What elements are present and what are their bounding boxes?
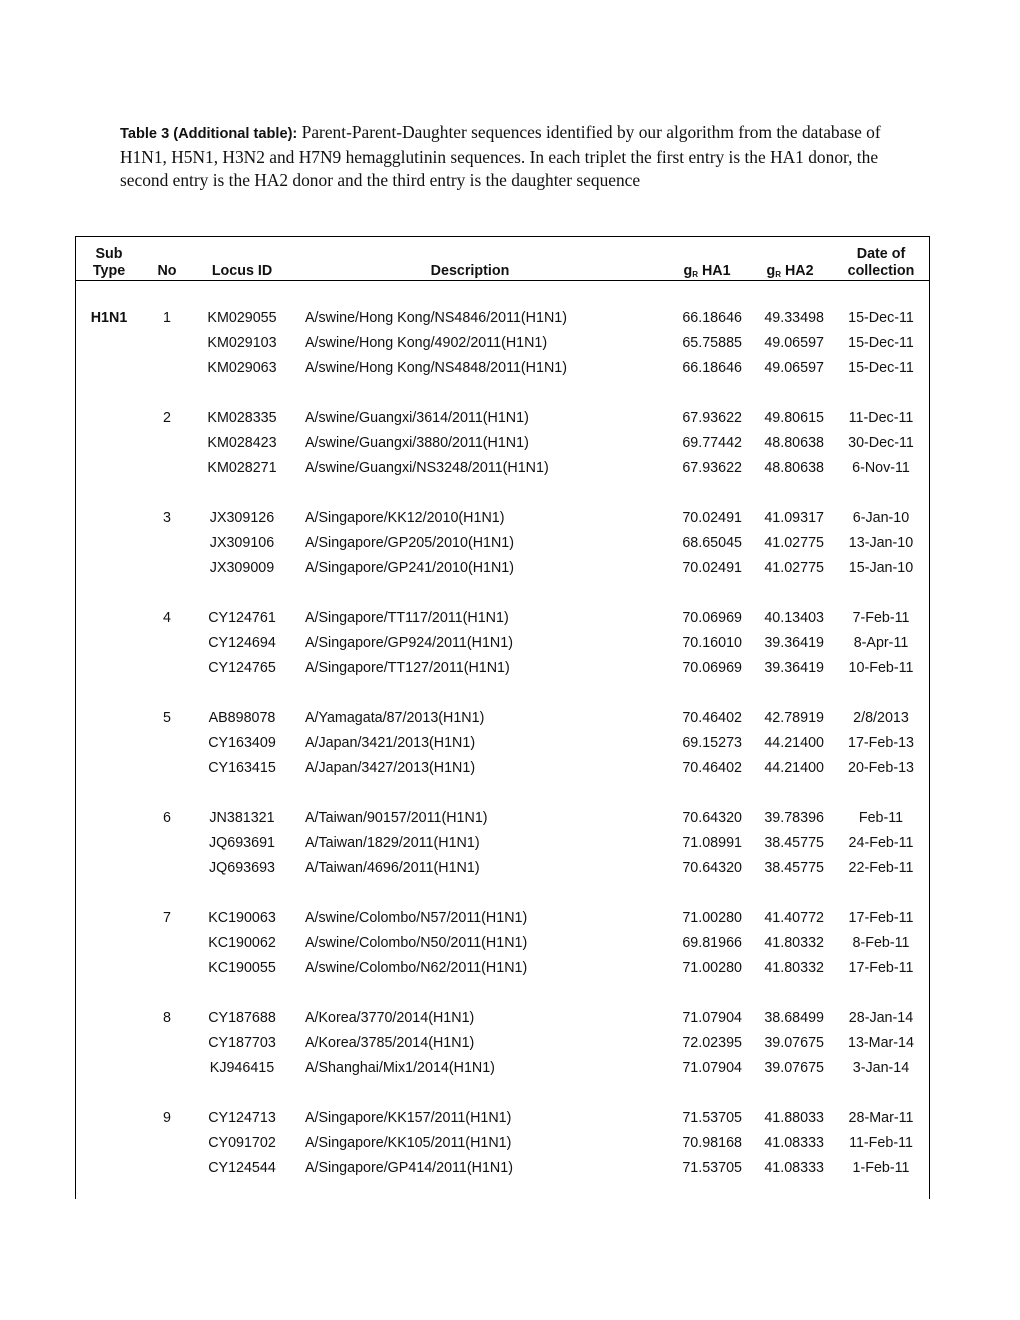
gr-ha2-cell: 41.88033 <box>764 1110 824 1126</box>
locus-id-cell: CY124761 <box>208 610 276 626</box>
description-cell: A/swine/Colombo/N57/2011(H1N1) <box>305 910 528 926</box>
locus-id-cell: CY163415 <box>208 760 276 776</box>
description-cell: A/swine/Hong Kong/4902/2011(H1N1) <box>305 335 548 351</box>
table-left-border <box>75 236 76 1199</box>
gr-ha1-cell: 71.08991 <box>682 835 742 851</box>
group-number: 4 <box>163 610 171 626</box>
gr-ha1-cell: 69.77442 <box>682 435 742 451</box>
group-number: 7 <box>163 910 171 926</box>
description-cell: A/swine/Hong Kong/NS4846/2011(H1N1) <box>305 310 567 326</box>
description-cell: A/Yamagata/87/2013(H1N1) <box>305 710 485 726</box>
header-gr-ha1-prefix: g <box>683 263 693 279</box>
gr-ha2-cell: 41.08333 <box>764 1135 824 1151</box>
gr-ha2-cell: 39.07675 <box>764 1035 824 1051</box>
header-gr-ha2-subscript: R <box>775 270 781 279</box>
date-cell: 15-Dec-11 <box>848 335 914 351</box>
description-cell: A/Japan/3421/2013(H1N1) <box>305 735 476 751</box>
header-gr-ha1-suffix: HA1 <box>697 263 731 279</box>
gr-ha1-cell: 71.53705 <box>682 1160 742 1176</box>
table-caption <box>120 121 910 192</box>
gr-ha1-cell: 71.07904 <box>682 1060 742 1076</box>
description-cell: A/Singapore/GP924/2011(H1N1) <box>305 635 513 651</box>
date-cell: 8-Apr-11 <box>853 635 909 651</box>
gr-ha2-cell: 41.09317 <box>764 510 824 526</box>
gr-ha1-cell: 71.00280 <box>682 910 742 926</box>
gr-ha1-cell: 70.02491 <box>682 560 742 576</box>
locus-id-cell: JQ693691 <box>209 835 275 851</box>
date-cell: 17-Feb-11 <box>848 960 914 976</box>
header-gr-ha2-prefix: g <box>766 263 776 279</box>
date-cell: 11-Feb-11 <box>849 1135 913 1151</box>
gr-ha1-cell: 70.64320 <box>682 810 742 826</box>
gr-ha2-cell: 39.36419 <box>764 635 824 651</box>
gr-ha2-cell: 42.78919 <box>764 710 824 726</box>
header-date-line1: Date of <box>856 246 906 262</box>
gr-ha2-cell: 39.36419 <box>764 660 824 676</box>
caption-lead: Table 3 (Additional table): <box>120 126 298 142</box>
locus-id-cell: CY187703 <box>208 1035 276 1051</box>
locus-id-cell: KC190063 <box>208 910 276 926</box>
locus-id-cell: KM028423 <box>207 435 277 451</box>
gr-ha2-cell: 38.45775 <box>764 860 824 876</box>
gr-ha2-cell: 41.02775 <box>764 535 824 551</box>
description-cell: A/Singapore/TT117/2011(H1N1) <box>305 610 509 626</box>
date-cell: 22-Feb-11 <box>848 860 914 876</box>
description-cell: A/Korea/3770/2014(H1N1) <box>305 1010 475 1026</box>
gr-ha2-cell: 44.21400 <box>764 760 824 776</box>
gr-ha2-cell: 49.06597 <box>764 335 824 351</box>
date-cell: 15-Dec-11 <box>848 360 914 376</box>
gr-ha1-cell: 67.93622 <box>682 460 742 476</box>
gr-ha1-cell: 70.06969 <box>682 610 742 626</box>
date-cell: 7-Feb-11 <box>852 610 910 626</box>
gr-ha1-cell: 71.00280 <box>682 960 742 976</box>
gr-ha1-cell: 70.02491 <box>682 510 742 526</box>
date-cell: 8-Feb-11 <box>852 935 910 951</box>
description-cell: A/Singapore/KK12/2010(H1N1) <box>305 510 505 526</box>
header-gr-ha1-subscript: R <box>692 270 698 279</box>
date-cell: 28-Jan-14 <box>848 1010 914 1026</box>
header-gr-ha2-suffix: HA2 <box>780 263 814 279</box>
group-number: 9 <box>163 1110 171 1126</box>
description-cell: A/Taiwan/4696/2011(H1N1) <box>305 860 480 876</box>
description-cell: A/Singapore/KK157/2011(H1N1) <box>305 1110 512 1126</box>
date-cell: 30-Dec-11 <box>848 435 914 451</box>
date-cell: 17-Feb-11 <box>848 910 914 926</box>
header-subtype-line1: Sub <box>95 246 123 262</box>
gr-ha1-cell: 70.16010 <box>682 635 742 651</box>
gr-ha2-cell: 39.07675 <box>764 1060 824 1076</box>
group-number: 6 <box>163 810 171 826</box>
header-gr-ha2 <box>755 263 825 283</box>
gr-ha1-cell: 69.81966 <box>682 935 742 951</box>
gr-ha2-cell: 41.40772 <box>764 910 824 926</box>
gr-ha1-cell: 71.07904 <box>682 1010 742 1026</box>
gr-ha1-cell: 66.18646 <box>682 310 742 326</box>
description-cell: A/Shanghai/Mix1/2014(H1N1) <box>305 1060 495 1076</box>
gr-ha1-cell: 71.53705 <box>682 1110 742 1126</box>
date-cell: 13-Jan-10 <box>848 535 914 551</box>
gr-ha2-cell: 41.80332 <box>764 935 824 951</box>
date-cell: 1-Feb-11 <box>852 1160 910 1176</box>
table-right-border <box>929 236 930 1199</box>
locus-id-cell: CY187688 <box>208 1010 276 1026</box>
gr-ha2-cell: 40.13403 <box>764 610 824 626</box>
description-cell: A/swine/Colombo/N62/2011(H1N1) <box>305 960 528 976</box>
gr-ha1-cell: 70.06969 <box>682 660 742 676</box>
gr-ha2-cell: 44.21400 <box>764 735 824 751</box>
description-cell: A/Singapore/TT127/2011(H1N1) <box>305 660 510 676</box>
locus-id-cell: KJ946415 <box>209 1060 275 1076</box>
locus-id-cell: CY124713 <box>208 1110 276 1126</box>
group-number: 3 <box>163 510 171 526</box>
description-cell: A/swine/Guangxi/NS3248/2011(H1N1) <box>305 460 549 476</box>
locus-id-cell: JN381321 <box>209 810 275 826</box>
gr-ha2-cell: 49.06597 <box>764 360 824 376</box>
gr-ha2-cell: 48.80638 <box>764 435 824 451</box>
date-cell: 17-Feb-13 <box>848 735 914 751</box>
description-cell: A/swine/Guangxi/3880/2011(H1N1) <box>305 435 529 451</box>
subtype-label: H1N1 <box>90 310 128 326</box>
locus-id-cell: KC190062 <box>208 935 276 951</box>
date-cell: 3-Jan-14 <box>852 1060 910 1076</box>
locus-id-cell: KM029103 <box>207 335 277 351</box>
description-cell: A/Korea/3785/2014(H1N1) <box>305 1035 475 1051</box>
date-cell: 24-Feb-11 <box>848 835 914 851</box>
locus-id-cell: KC190055 <box>208 960 276 976</box>
date-cell: 20-Feb-13 <box>848 760 914 776</box>
locus-id-cell: JX309009 <box>209 560 275 576</box>
date-cell: 2/8/2013 <box>853 710 909 726</box>
caption-text: Parent-Parent-Daughter sequences identified by our algorithm from the database of H1N1, H5N1, H3N2 and H7N9 hemagglutinin sequences. In each triplet the first entry is the HA1 donor, the second entry is the HA2 donor and the third entry is the daughter sequence <box>120 122 881 190</box>
description-cell: A/Taiwan/1829/2011(H1N1) <box>305 835 480 851</box>
gr-ha1-cell: 70.64320 <box>682 860 742 876</box>
header-locus-id: Locus ID <box>211 263 273 279</box>
group-number: 2 <box>163 410 171 426</box>
gr-ha1-cell: 72.02395 <box>682 1035 742 1051</box>
gr-ha2-cell: 49.80615 <box>764 410 824 426</box>
locus-id-cell: JX309126 <box>209 510 275 526</box>
description-cell: A/Singapore/GP414/2011(H1N1) <box>305 1160 513 1176</box>
gr-ha1-cell: 70.98168 <box>682 1135 742 1151</box>
locus-id-cell: JQ693693 <box>209 860 275 876</box>
group-number: 5 <box>163 710 171 726</box>
gr-ha2-cell: 38.45775 <box>764 835 824 851</box>
locus-id-cell: CY124765 <box>208 660 276 676</box>
locus-id-cell: CY163409 <box>208 735 276 751</box>
gr-ha2-cell: 49.33498 <box>764 310 824 326</box>
gr-ha1-cell: 70.46402 <box>682 710 742 726</box>
description-cell: A/Singapore/GP205/2010(H1N1) <box>305 535 515 551</box>
gr-ha2-cell: 39.78396 <box>764 810 824 826</box>
description-cell: A/swine/Colombo/N50/2011(H1N1) <box>305 935 528 951</box>
header-date-line2: collection <box>847 263 915 279</box>
gr-ha2-cell: 41.08333 <box>764 1160 824 1176</box>
gr-ha1-cell: 68.65045 <box>682 535 742 551</box>
date-cell: 15-Jan-10 <box>848 560 914 576</box>
gr-ha1-cell: 65.75885 <box>682 335 742 351</box>
gr-ha2-cell: 38.68499 <box>764 1010 824 1026</box>
gr-ha2-cell: 41.80332 <box>764 960 824 976</box>
gr-ha1-cell: 70.46402 <box>682 760 742 776</box>
date-cell: 13-Mar-14 <box>848 1035 914 1051</box>
locus-id-cell: KM028335 <box>207 410 277 426</box>
group-number: 1 <box>163 310 171 326</box>
description-cell: A/Taiwan/90157/2011(H1N1) <box>305 810 488 826</box>
table-top-border <box>75 236 930 237</box>
locus-id-cell: CY091702 <box>208 1135 276 1151</box>
header-no: No <box>157 263 177 279</box>
date-cell: 11-Dec-11 <box>848 410 914 426</box>
date-cell: Feb-11 <box>858 810 904 826</box>
gr-ha1-cell: 66.18646 <box>682 360 742 376</box>
locus-id-cell: KM028271 <box>207 460 277 476</box>
date-cell: 10-Feb-11 <box>848 660 914 676</box>
header-subtype-line2: Type <box>92 263 126 279</box>
description-cell: A/swine/Guangxi/3614/2011(H1N1) <box>305 410 529 426</box>
gr-ha1-cell: 69.15273 <box>682 735 742 751</box>
group-number: 8 <box>163 1010 171 1026</box>
description-cell: A/Singapore/GP241/2010(H1N1) <box>305 560 515 576</box>
header-description: Description <box>430 263 510 279</box>
locus-id-cell: KM029063 <box>207 360 277 376</box>
locus-id-cell: JX309106 <box>209 535 275 551</box>
description-cell: A/Japan/3427/2013(H1N1) <box>305 760 476 776</box>
description-cell: A/Singapore/KK105/2011(H1N1) <box>305 1135 512 1151</box>
gr-ha2-cell: 48.80638 <box>764 460 824 476</box>
locus-id-cell: KM029055 <box>207 310 277 326</box>
date-cell: 6-Jan-10 <box>852 510 910 526</box>
locus-id-cell: AB898078 <box>208 710 276 726</box>
header-gr-ha1 <box>672 263 742 283</box>
date-cell: 28-Mar-11 <box>848 1110 914 1126</box>
date-cell: 15-Dec-11 <box>848 310 914 326</box>
locus-id-cell: CY124544 <box>208 1160 276 1176</box>
gr-ha1-cell: 67.93622 <box>682 410 742 426</box>
description-cell: A/swine/Hong Kong/NS4848/2011(H1N1) <box>305 360 567 376</box>
gr-ha2-cell: 41.02775 <box>764 560 824 576</box>
locus-id-cell: CY124694 <box>208 635 276 651</box>
date-cell: 6-Nov-11 <box>852 460 910 476</box>
